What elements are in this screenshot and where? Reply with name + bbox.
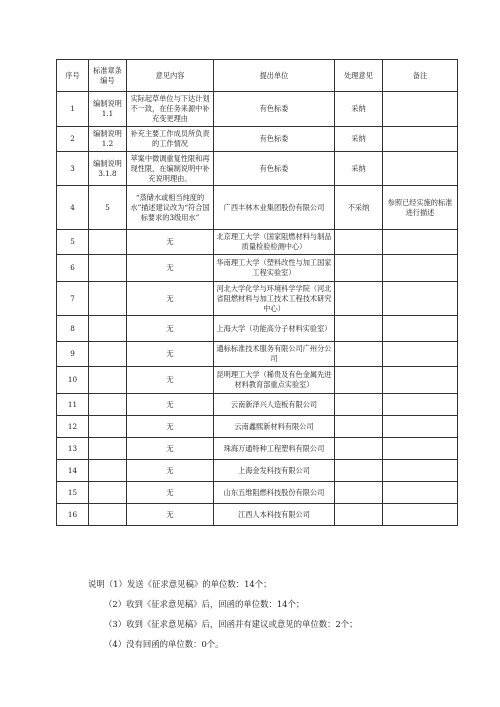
row-remark [383, 367, 458, 394]
row-clause [89, 342, 127, 367]
row-remark [383, 482, 458, 504]
note-line: （3）收到《征求意见稿》后，回函并有建议或意见的单位数：2个； [104, 619, 358, 629]
row-content: 无 [127, 316, 214, 342]
row-action [335, 255, 383, 282]
row-clause [89, 416, 127, 438]
row-content: 无 [127, 416, 214, 438]
header-remark: 备注 [383, 60, 458, 92]
row-remark [383, 92, 458, 127]
row-action [335, 394, 383, 416]
row-remark [383, 460, 458, 482]
table-row [57, 230, 458, 255]
row-clause [89, 394, 127, 416]
row-action [335, 460, 383, 482]
row-content: 无 [127, 394, 214, 416]
table-row [57, 438, 458, 460]
row-action [335, 482, 383, 504]
row-remark [383, 504, 458, 526]
row-unit: 云南新泽兴人造板有限公司 [214, 394, 335, 416]
row-unit: 上海金发科技有限公司 [214, 460, 335, 482]
row-remark [383, 316, 458, 342]
row-action [335, 504, 383, 526]
row-number: 5 [57, 230, 89, 255]
row-number: 10 [57, 367, 89, 394]
row-clause [89, 504, 127, 526]
row-content: 无 [127, 460, 214, 482]
row-content: 实际起草单位与下达计划不一致，在任务来源中补充变更理由 [127, 92, 214, 127]
row-remark [383, 152, 458, 186]
row-number: 7 [57, 282, 89, 316]
row-clause [89, 482, 127, 504]
row-clause: 编制说明 3.1.8 [89, 152, 127, 186]
row-number: 8 [57, 316, 89, 342]
table-row [57, 416, 458, 438]
row-action: 采纳 [335, 152, 383, 186]
row-unit: 广西丰林木业集团股份有限公司 [214, 186, 335, 230]
table-row [57, 316, 458, 342]
row-unit: 华南理工大学（塑料改性与加工国家工程实验室） [214, 255, 335, 282]
row-content: 无 [127, 230, 214, 255]
header-unit: 提出单位 [214, 60, 335, 92]
row-content: 萃案中微调重复性限和再现性限，在编制说明中补充说明理由。 [127, 152, 214, 186]
row-unit: 河北大学化学与环境科学学院（河北省阻燃材料与加工技术工程技术研究中心） [214, 282, 335, 316]
header-clause: 标准章条编号 [89, 60, 127, 92]
note-line: （4）没有回函的单位数：0个。 [104, 639, 224, 649]
row-content: 无 [127, 342, 214, 367]
header-action: 处理意见 [335, 60, 383, 92]
table-row [57, 255, 458, 282]
table-row [57, 152, 458, 186]
row-action [335, 282, 383, 316]
table-header-row [57, 60, 458, 92]
row-clause [89, 438, 127, 460]
row-clause [89, 255, 127, 282]
row-clause: 编制说明 1.2 [89, 127, 127, 152]
row-unit: 通标标准技术服务有限公司广州分公司 [214, 342, 335, 367]
row-action: 不采纳 [335, 186, 383, 230]
row-remark [383, 394, 458, 416]
row-action: 采纳 [335, 92, 383, 127]
row-remark [383, 282, 458, 316]
row-unit: 山东五维阻燃科技股份有限公司 [214, 482, 335, 504]
row-remark [383, 127, 458, 152]
note-line: （2）收到《征求意见稿》后，回函的单位数：14个； [104, 599, 305, 609]
row-number: 13 [57, 438, 89, 460]
row-unit: 上海大学（功能高分子材料实验室） [214, 316, 335, 342]
row-action [335, 342, 383, 367]
row-content: 无 [127, 255, 214, 282]
row-unit: 珠海万通特种工程塑料有限公司 [214, 438, 335, 460]
row-number: 2 [57, 127, 89, 152]
table-row [57, 342, 458, 367]
row-action [335, 316, 383, 342]
row-content: 补充主要工作成员所负责的工作情况 [127, 127, 214, 152]
row-number: 14 [57, 460, 89, 482]
row-remark [383, 230, 458, 255]
row-content: “蒸储水或相当纯度的水”描述建议改为“符合国标要求的3级用水” [127, 186, 214, 230]
row-number: 6 [57, 255, 89, 282]
row-clause [89, 230, 127, 255]
row-unit: 云南鑫熙新材料有限公司 [214, 416, 335, 438]
row-remark [383, 438, 458, 460]
table-row [57, 367, 458, 394]
table-row [57, 282, 458, 316]
row-unit: 江西人本科技有限公司 [214, 504, 335, 526]
row-unit: 有色标委 [214, 127, 335, 152]
notes [88, 574, 358, 654]
row-remark [383, 342, 458, 367]
row-number: 11 [57, 394, 89, 416]
row-content: 无 [127, 504, 214, 526]
row-content: 无 [127, 438, 214, 460]
row-number: 16 [57, 504, 89, 526]
row-action: 采纳 [335, 127, 383, 152]
row-remark: 参照已经实施的标准进行描述 [383, 186, 458, 230]
table-row [57, 504, 458, 526]
table-row [57, 394, 458, 416]
row-unit: 昆明理工大学（稀贵及有色金属先进材料教育部重点实验室） [214, 367, 335, 394]
row-unit: 有色标委 [214, 92, 335, 127]
note-line: 说明（1）发送《征求意见稿》的单位数：14个； [88, 579, 272, 589]
row-number: 9 [57, 342, 89, 367]
row-unit: 有色标委 [214, 152, 335, 186]
row-remark [383, 255, 458, 282]
row-clause: 5 [89, 186, 127, 230]
table-row [57, 92, 458, 127]
table-row [57, 482, 458, 504]
row-action [335, 438, 383, 460]
row-clause [89, 367, 127, 394]
table-row [57, 127, 458, 152]
row-clause [89, 460, 127, 482]
header-seq: 序号 [57, 60, 89, 92]
table-row [57, 186, 458, 230]
comments-table [56, 59, 458, 526]
table-row [57, 460, 458, 482]
row-number: 15 [57, 482, 89, 504]
row-number: 12 [57, 416, 89, 438]
row-content: 无 [127, 367, 214, 394]
row-content: 无 [127, 482, 214, 504]
row-action [335, 367, 383, 394]
row-number: 3 [57, 152, 89, 186]
row-action [335, 230, 383, 255]
row-clause [89, 282, 127, 316]
row-number: 4 [57, 186, 89, 230]
row-number: 1 [57, 92, 89, 127]
row-clause [89, 316, 127, 342]
row-content: 无 [127, 282, 214, 316]
row-remark [383, 416, 458, 438]
row-action [335, 416, 383, 438]
table-body [57, 92, 458, 526]
row-clause: 编制说明 1.1 [89, 92, 127, 127]
header-content: 意见内容 [127, 60, 214, 92]
row-unit: 北京理工大学（国家阻燃材料与制品质量检验检测中心） [214, 230, 335, 255]
